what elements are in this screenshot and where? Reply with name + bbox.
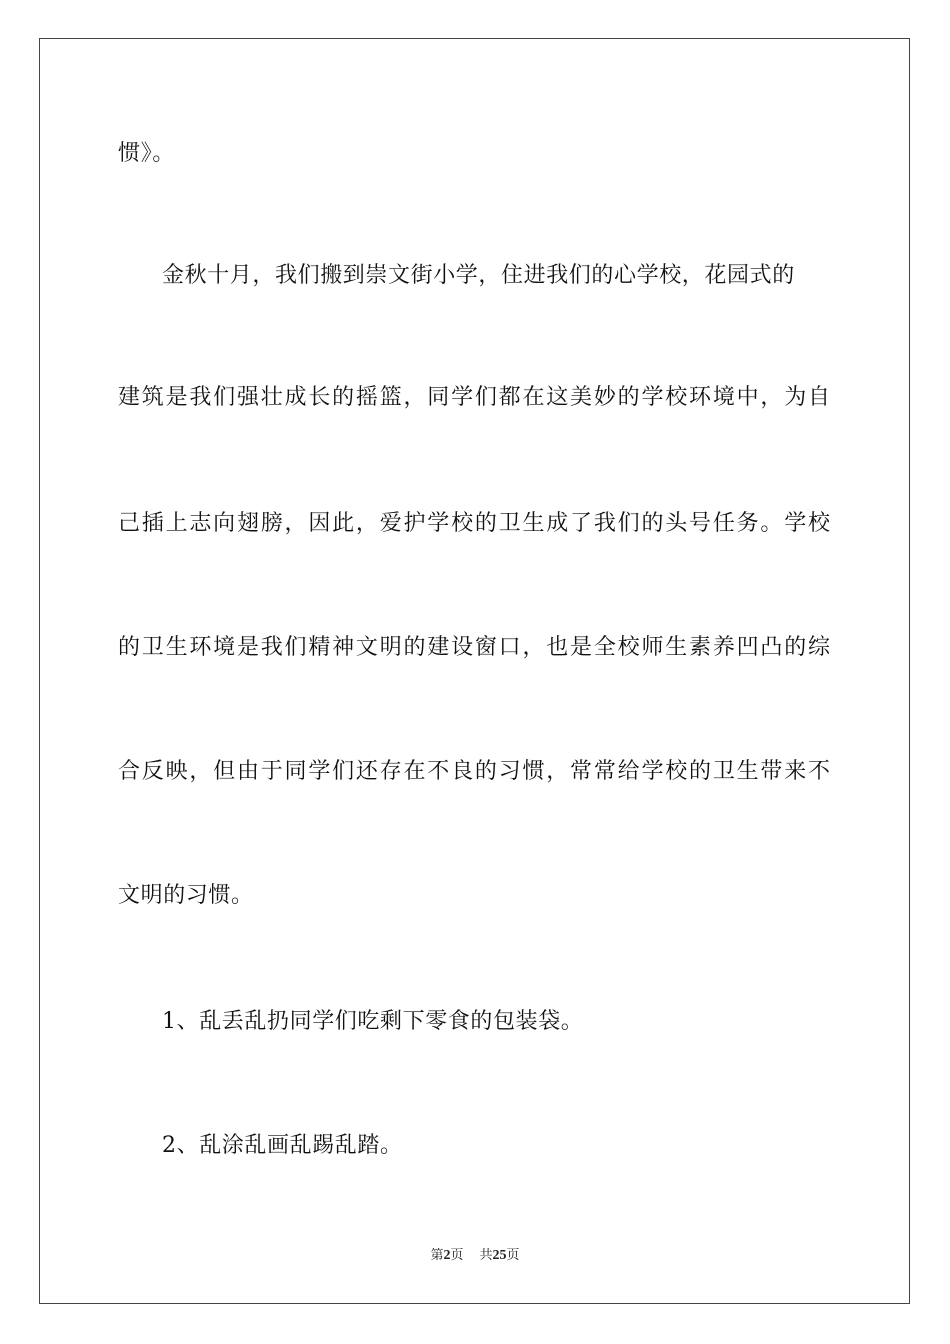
paragraph-1-line-3: 己插上志向翅膀，因此，爱护学校的卫生成了我们的头号任务。学校 [118, 511, 830, 536]
paragraph-1-line-5: 合反映，但由于同学们还存在不良的习惯，常常给学校的卫生带来不 [118, 759, 830, 784]
page-frame [39, 38, 910, 1304]
text-line-1: 惯》。 [118, 141, 175, 166]
paragraph-1-line-6: 文明的习惯。 [118, 883, 254, 908]
paragraph-1-line-1: 金秋十月，我们搬到崇文街小学，住进我们的心学校，花园式的 [162, 263, 795, 288]
list-item-2: 2、乱涂乱画乱踢乱踏。 [162, 1133, 403, 1158]
paragraph-1-line-4: 的卫生环境是我们精神文明的建设窗口，也是全校师生素养凹凸的综 [118, 635, 830, 660]
page-suffix: 页 [450, 1248, 464, 1263]
paragraph-1-line-2: 建筑是我们强壮成长的摇篮，同学们都在这美妙的学校环境中，为自 [118, 385, 830, 410]
total-suffix: 页 [506, 1248, 520, 1263]
total-pages: 25 [492, 1248, 507, 1263]
page-footer [0, 1247, 950, 1265]
list-item-1: 1、乱丢乱扔同学们吃剩下零食的包装袋。 [162, 1009, 584, 1034]
page-prefix: 第 [430, 1248, 444, 1263]
total-prefix: 共 [479, 1248, 493, 1263]
page-number: 2 [443, 1248, 451, 1263]
